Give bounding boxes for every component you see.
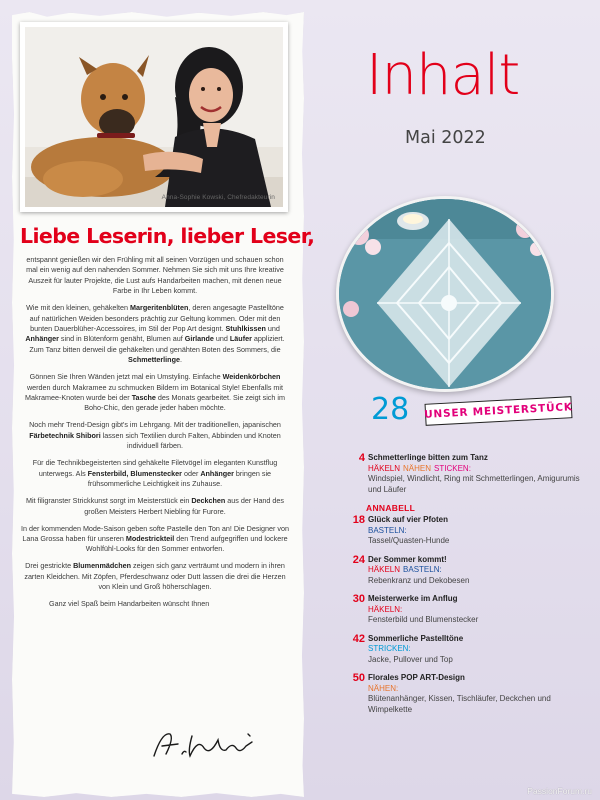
toc-title: Der Sommer kommt!	[368, 554, 447, 564]
text-run: oder	[181, 468, 201, 478]
toc-category: STICKEN:	[434, 463, 471, 473]
doily-illustration	[339, 199, 551, 389]
highlight-term: Tasche	[131, 393, 156, 403]
letter-paragraph	[21, 496, 289, 517]
text-run: Wie mit den kleinen, gehäkelten	[26, 303, 131, 313]
highlight-term: Blumenmädchen	[73, 561, 132, 571]
highlight-term: Fensterbild, Blumenstecker	[87, 468, 182, 478]
toc-categories	[368, 684, 588, 695]
toc-description: Blütenanhänger, Kissen, Tischläufer, Deckchen und Wimpelkette	[368, 694, 551, 714]
letter-paragraph	[21, 561, 289, 592]
toc-title: Meisterwerke im Anflug	[368, 594, 458, 603]
text-run: Drei gestrickte	[25, 561, 74, 571]
highlight-term: Deckchen	[191, 496, 226, 506]
text-run: Noch mehr Trend-Design gibt's im Lehrgang. Mit der traditionellen, japanischen	[29, 420, 281, 430]
toc-category: STRICKEN:	[368, 644, 411, 653]
toc-categories	[368, 526, 588, 537]
text-run: den Trend aufgegriffen und lockere Wohlfühl-Looks für den Sommer entworfen.	[85, 533, 288, 554]
toc-item[interactable]	[340, 453, 588, 495]
toc-category: NÄHEN:	[368, 683, 399, 693]
page-title: Inhalt	[366, 43, 520, 108]
toc-page-number: 30	[352, 593, 365, 605]
table-of-contents	[340, 453, 588, 723]
editor-photo-illustration	[25, 27, 283, 207]
letter-paragraph	[21, 303, 289, 365]
issue-date: Mai 2022	[405, 128, 486, 148]
toc-section-label: ANNABELL	[366, 503, 416, 513]
text-run: Gönnen Sie Ihren Wänden jetzt mal ein Umstyling. Einfache	[29, 372, 223, 382]
highlight-term: Färbetechnik Shibori	[29, 430, 101, 440]
toc-item[interactable]	[340, 634, 588, 666]
text-run: Mit filigranster Strickkunst sorgt im Meisterstück ein	[25, 496, 192, 506]
text-run: aus der Hand des großen Meisters Herbert Niebling für Furore.	[84, 496, 285, 516]
toc-page-number: 42	[352, 632, 365, 645]
toc-item[interactable]	[340, 555, 588, 587]
letter-paragraph	[21, 372, 289, 414]
highlight-term: Girlande	[184, 334, 214, 344]
toc-description: Rebenkranz und Dekobesen	[368, 575, 470, 585]
toc-categories	[368, 644, 588, 655]
toc-description: Jacke, Pullover und Top	[368, 654, 453, 664]
toc-page-number: 50	[352, 672, 365, 684]
letter-paragraph	[21, 458, 289, 489]
toc-category: NÄHEN	[403, 463, 432, 473]
toc-categories	[368, 605, 588, 616]
toc-item[interactable]	[340, 515, 588, 547]
highlight-term: Anhänger	[25, 334, 59, 344]
toc-category: BASTELN:	[403, 565, 442, 574]
watermark: PassionForum.ru	[527, 786, 592, 796]
toc-page-number: 18	[352, 514, 365, 526]
text-run: und	[213, 334, 230, 344]
toc-title: Schmetterlinge bitten zum Tanz	[368, 453, 488, 462]
text-run: Für die Technikbegeisterten sind gehäkelte Filetvögel im eleganten Kunstflug unterwegs. Als	[32, 458, 278, 478]
feature-stamp-label: UNSER MEISTERSTÜCK	[423, 401, 574, 421]
text-run: In der kommenden Mode-Saison geben softe Pastelle den Ton an! Die Designer von Lana Grossa haben für unseren	[21, 523, 289, 543]
letter-paragraph	[21, 420, 289, 451]
toc-title: Sommerliche Pastelltöne	[368, 633, 464, 643]
feature-photo	[336, 196, 554, 392]
toc-description: Tassel/Quasten-Hunde	[368, 536, 450, 545]
text-run: appliziert. Zum Tanz bitten derweil die gehäkelten und genähten Boten des Sommers, die	[29, 334, 285, 354]
toc-categories	[368, 464, 588, 475]
text-run: bringen sie frühsommerliche Leichtigkeit ins Zuhause.	[87, 468, 272, 489]
letter-paragraph: entspannt genießen wir den Frühling mit all seinen Vorzügen und schauen schon mal ein wenig auf den nahenden Sommer. Nehmen Sie sich mit uns Ihre kreative Auszeit für lauter Projekte, die Lust aufs Handarbeiten machen, mit denen neue Farbe in Ihr Leben kommt.	[26, 255, 284, 296]
feature-page-number: 28	[371, 392, 410, 427]
toc-title: Glück auf vier Pfoten	[368, 515, 449, 524]
toc-page-number: 24	[352, 553, 365, 566]
toc-item[interactable]	[340, 594, 588, 626]
toc-categories	[368, 565, 588, 576]
highlight-term: Stuhlkissen	[225, 324, 266, 334]
text-run: des Monats gearbeitet. Sie zeigt sich im Boho-Chic, den gerade jeder haben möchte.	[84, 393, 285, 413]
highlight-term: Weidenkörbchen	[222, 372, 281, 382]
toc-category: HÄKELN	[368, 565, 401, 574]
toc-title: Florales POP ART-Design	[368, 673, 465, 682]
feature-stamp	[425, 396, 573, 426]
highlight-term: Schmetterlinge	[128, 355, 180, 365]
toc-item[interactable]	[340, 673, 588, 715]
toc-description: Fensterbild und Blumenstecker	[368, 615, 479, 624]
editor-photo	[20, 22, 288, 212]
letter-closing: Ganz viel Spaß beim Handarbeiten wünscht Ihnen	[49, 599, 210, 609]
toc-description: Windspiel, Windlicht, Ring mit Schmetterlingen, Amigurumis und Läufer	[368, 474, 580, 494]
letter-paragraph	[21, 524, 289, 555]
highlight-term: Margeritenblüten	[130, 303, 189, 313]
text-run: zeigen sich ganz verträumt und modern in ihren zarten Kleidchen. Mit Zöpfen, Pferdeschwanz oder Dutt lassen die drei die Herzen von Klein und Groß höherschlagen.	[24, 561, 286, 592]
text-run: und	[265, 324, 280, 334]
text-run: , deren angesagte Pastelltöne auf natürlichen Weiden besonders prächtig zur Geltung kommen. Oder mit den bunten Dauerblüher-Accessoires, im Stil der Pop Art designt.	[29, 303, 284, 334]
highlight-term: Modestrickteil	[125, 533, 175, 543]
editor-signature	[148, 728, 268, 762]
toc-page-number: 4	[358, 452, 365, 464]
highlight-term: Läufer	[229, 334, 252, 344]
text-run: sind in Blütenform genäht, Blumen auf	[58, 334, 185, 344]
toc-category: HÄKELN:	[368, 604, 403, 614]
highlight-term: Anhänger	[200, 468, 234, 478]
text-run: .	[179, 355, 182, 365]
text-run: werden durch Makramee zu schmucken Bildern im Botanical Style! Ebenfalls mit Makramee-Knoten wurde bei der	[25, 382, 284, 403]
editorial-letter	[21, 255, 289, 616]
toc-category: BASTELN:	[368, 525, 407, 535]
photo-caption: Anna-Sophie Kowski, Chefredakteurin	[161, 194, 275, 201]
toc-category: HÄKELN	[368, 463, 401, 473]
letter-greeting: Liebe Leserin, lieber Leser,	[20, 224, 315, 248]
text-run: lassen sich Textilien durch Falten, Abbinden und Knoten individuell färben.	[100, 430, 281, 451]
